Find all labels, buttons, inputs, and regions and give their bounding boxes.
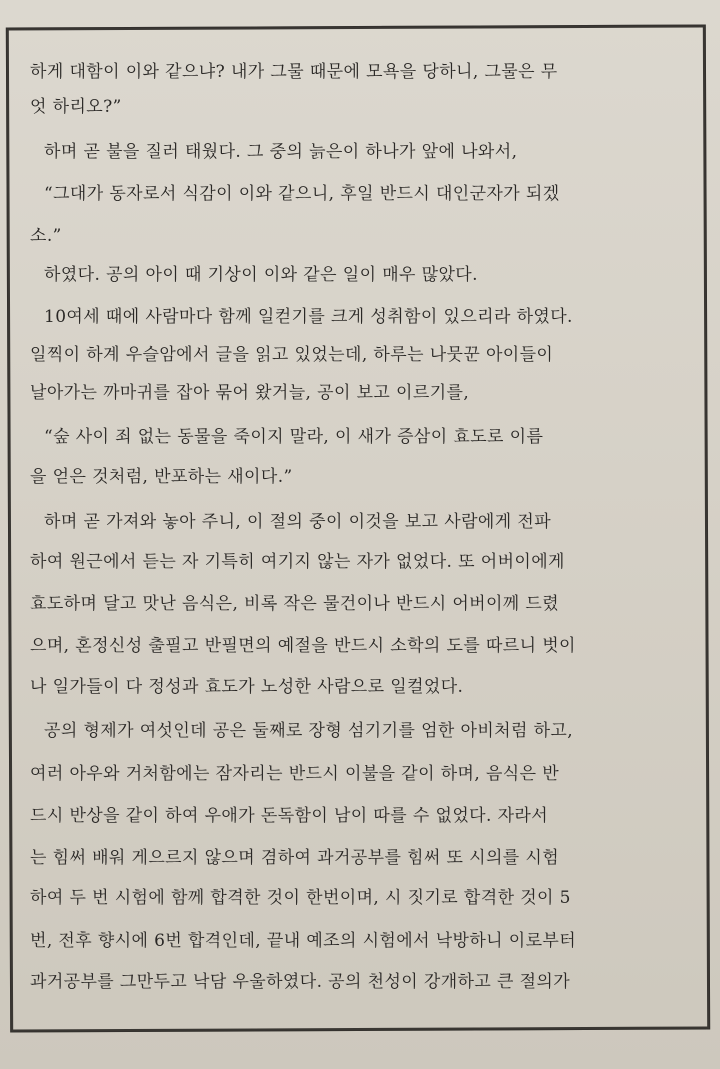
- text-line: 하며 곧 가져와 놓아 주니, 이 절의 중이 이것을 보고 사람에게 전파: [44, 512, 552, 532]
- text-line: “숲 사이 죄 없는 동물을 죽이지 말라, 이 새가 증삼이 효도로 이름: [44, 427, 544, 447]
- text-line: 공의 형제가 여섯인데 공은 둘째로 장형 섬기기를 엄한 아비처럼 하고,: [44, 721, 574, 741]
- text-line: 으며, 혼정신성 출필고 반필면의 예절을 반드시 소학의 도를 따르니 벗이: [30, 636, 576, 656]
- text-line: “그대가 동자로서 식감이 이와 같으니, 후일 반드시 대인군자가 되겠: [44, 184, 560, 204]
- text-line: 하여 두 번 시험에 함께 합격한 것이 한번이며, 시 짓기로 합격한 것이 5: [30, 888, 571, 908]
- text-line: 을 얻은 것처럼, 반포하는 새이다.”: [30, 467, 293, 487]
- text-line: 하며 곧 불을 질러 태웠다. 그 중의 늙은이 하나가 앞에 나와서,: [44, 142, 518, 162]
- text-line: 하여 원근에서 듣는 자 기특히 여기지 않는 자가 없었다. 또 어버이에게: [30, 552, 565, 572]
- text-line: 소.”: [30, 226, 62, 246]
- text-line: 일찍이 하계 우슬암에서 글을 읽고 있었는데, 하루는 나뭇꾼 아이들이: [30, 345, 554, 365]
- text-line: 효도하며 달고 맛난 음식은, 비록 작은 물건이나 반드시 어버이께 드렸: [30, 594, 560, 614]
- text-line: 드시 반상을 같이 하여 우애가 돈독함이 남이 따를 수 없었다. 자라서: [30, 806, 549, 826]
- text-line: 날아가는 까마귀를 잡아 묶어 왔거늘, 공이 보고 이르기를,: [30, 383, 470, 403]
- text-line: 하게 대함이 이와 같으냐? 내가 그물 때문에 모욕을 당하니, 그물은 무: [30, 62, 558, 82]
- text-line: 나 일가들이 다 정성과 효도가 노성한 사람으로 일컬었다.: [30, 677, 464, 697]
- text-line: 번, 전후 향시에 6번 합격인데, 끝내 예조의 시험에서 낙방하니 이로부터: [30, 931, 577, 951]
- text-line: 는 힘써 배워 게으르지 않으며 겸하여 과거공부를 힘써 또 시의를 시험: [30, 848, 560, 868]
- text-line: 하였다. 공의 아이 때 기상이 이와 같은 일이 매우 많았다.: [44, 265, 478, 285]
- text-line: 과거공부를 그만두고 낙담 우울하였다. 공의 천성이 강개하고 큰 절의가: [30, 972, 571, 992]
- text-line: 엇 하리오?”: [30, 97, 122, 117]
- text-line: 10여세 때에 사람마다 함께 일컫기를 크게 성취함이 있으리라 하였다.: [44, 307, 573, 327]
- text-line: 여러 아우와 거처함에는 잠자리는 반드시 이불을 같이 하며, 음식은 반: [30, 764, 560, 784]
